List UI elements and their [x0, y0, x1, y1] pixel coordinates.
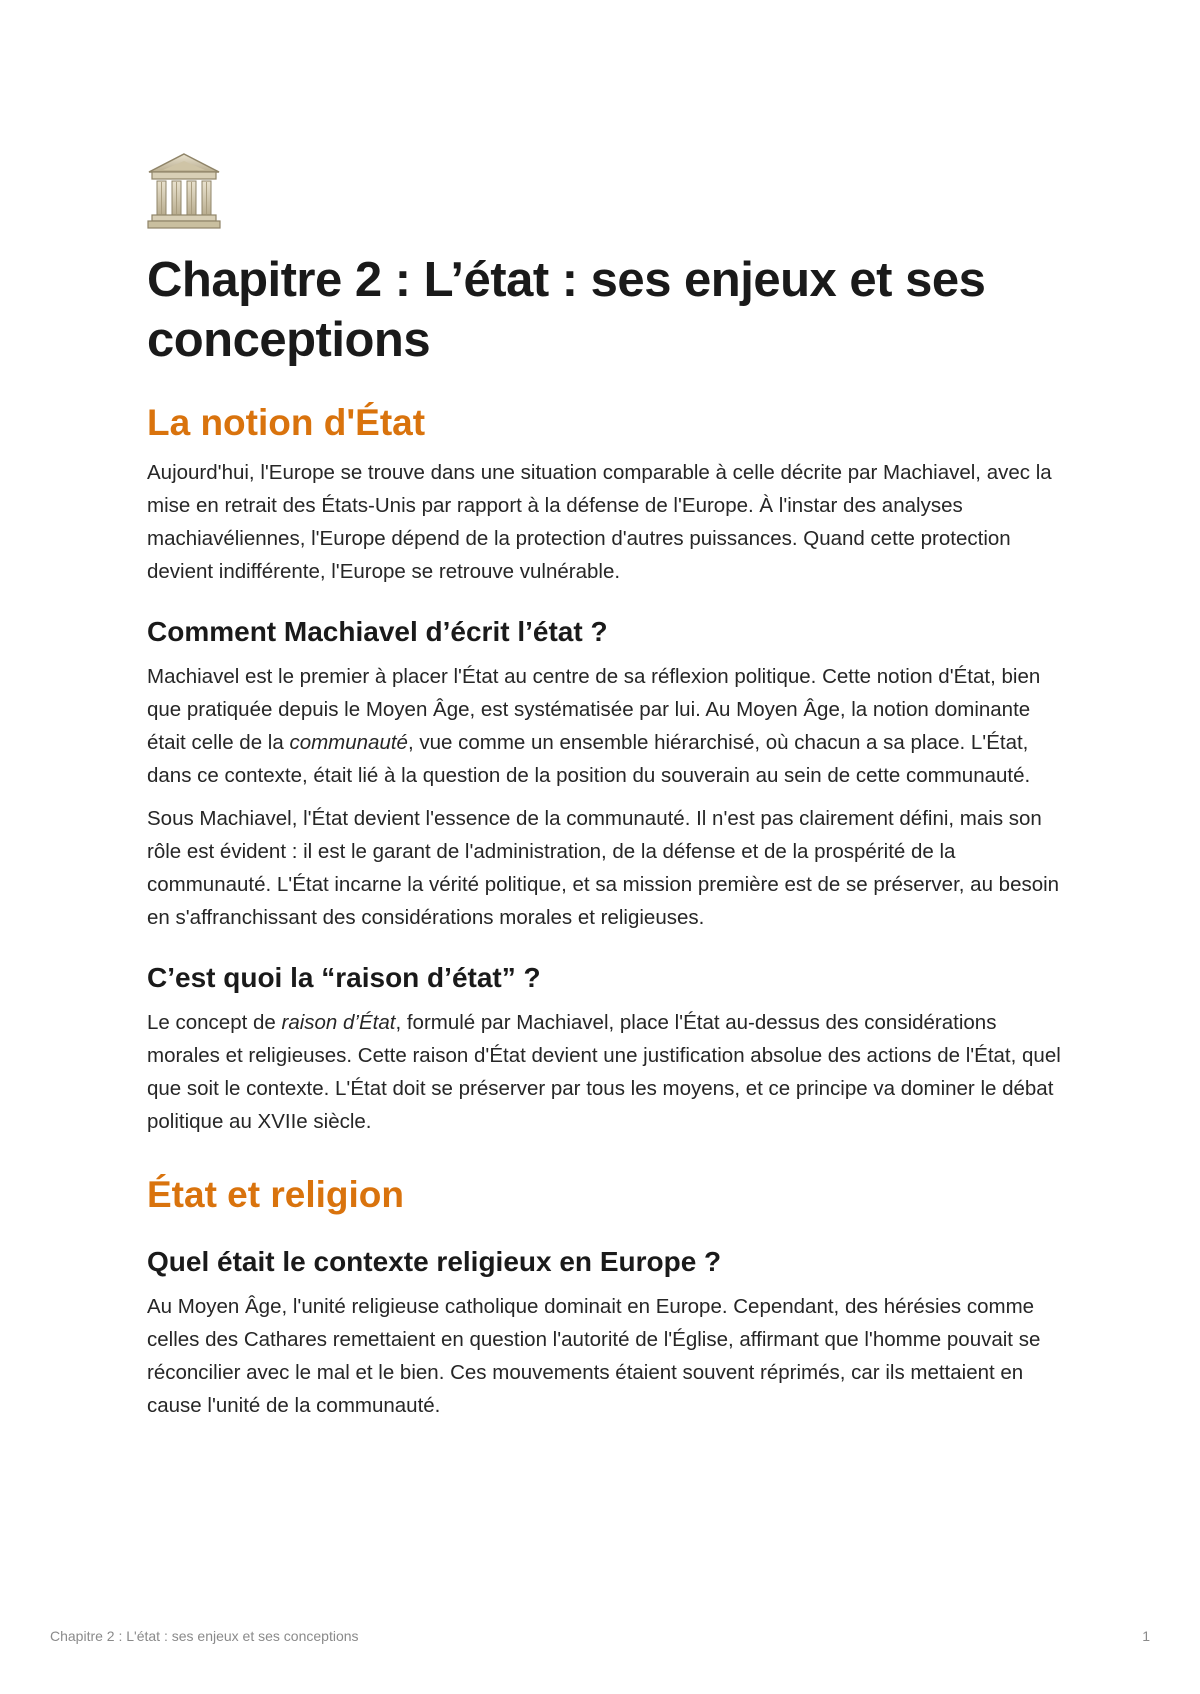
- document-content: [147, 150, 1067, 1422]
- emphasis-communaute: communauté: [289, 731, 408, 754]
- subsection-heading-raison-etat: C’est quoi la “raison d’état” ?: [147, 962, 541, 993]
- footer-page-number: 1: [1142, 1628, 1150, 1644]
- page-title: Chapitre 2 : L’état : ses enjeux et ses conceptions: [147, 253, 986, 367]
- paragraph-contexte-religieux: Au Moyen Âge, l'unité religieuse catholique dominait en Europe. Cependant, des hérésies comme celles des Cathares remettaient en question l'autorité de l'Église, affirmant que l'homme pouvait se réconcilier avec le mal et le bien. Ces mouvements étaient souvent réprimés, car ils mettaient en cause l'unité de la communauté.: [147, 1295, 1041, 1417]
- paragraph-machiavel-2: Sous Machiavel, l'État devient l'essence de la communauté. Il n'est pas clairement défini, mais son rôle est évident : il est le garant de l'administration, de la défense et de la prospérité de la communauté. L'État incarne la vérité politique, et sa mission première est de se préserver, au besoin en s'affranchissant des considérations morales et religieuses.: [147, 807, 1060, 929]
- subsection-heading-machiavel: Comment Machiavel d’écrit l’état ?: [147, 616, 608, 647]
- paragraph-raison-etat: Le concept de raison d’État, formulé par Machiavel, place l'État au-dessus des considérations morales et religieuses. Cette raison d'État devient une justification absolue des actions de l'État, quel que soit le contexte. L'État doit se préserver par tous les moyens, et ce principe va dominer le débat politique au XVIIe siècle.: [147, 1011, 1061, 1133]
- paragraph-machiavel-1: Machiavel est le premier à placer l'État au centre de sa réflexion politique. Cette notion d'État, bien que pratiquée depuis le Moyen Âge, est systématisée par lui. Au Moyen Âge, la notion dominante était celle de la communauté, vue comme un ensemble hiérarchisé, où chacun a sa place. L'État, dans ce contexte, était lié à la question de la position du souverain au sein de cette communauté.: [147, 665, 1041, 787]
- section-heading-etat-religion: État et religion: [147, 1174, 404, 1215]
- section-heading-notion-etat: La notion d'État: [147, 402, 426, 443]
- footer-title: Chapitre 2 : L'état : ses enjeux et ses conceptions: [50, 1628, 359, 1644]
- subsection-heading-contexte-religieux: Quel était le contexte religieux en Europe ?: [147, 1246, 722, 1277]
- emphasis-raison-etat: raison d’État: [281, 1011, 396, 1034]
- classical-building-icon: [145, 150, 223, 232]
- paragraph-intro: Aujourd'hui, l'Europe se trouve dans une situation comparable à celle décrite par Machiavel, avec la mise en retrait des États-Unis par rapport à la défense de l'Europe. À l'instar des analyses machiavéliennes, l'Europe dépend de la protection d'autres puissances. Quand cette protection devient indifférente, l'Europe se retrouve vulnérable.: [147, 461, 1052, 583]
